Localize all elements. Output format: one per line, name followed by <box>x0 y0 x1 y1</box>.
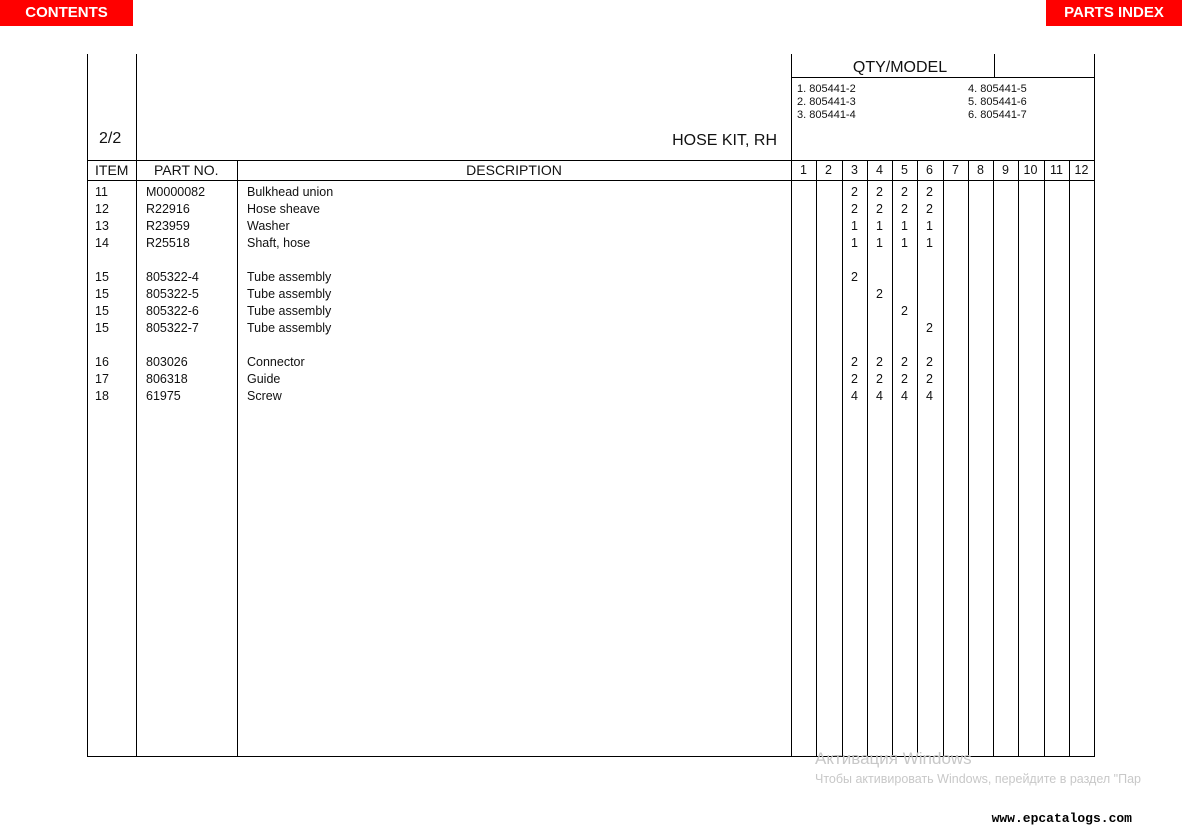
row-qty: 2 <box>901 185 908 199</box>
row-qty: 1 <box>901 219 908 233</box>
qty-col-divider <box>993 160 994 757</box>
qty-col-divider <box>1018 160 1019 757</box>
header-qty-col: 10 <box>1023 163 1038 177</box>
page-title: HOSE KIT, RH <box>672 132 777 149</box>
header-item: ITEM <box>95 162 129 178</box>
row-description: Tube assembly <box>247 287 332 301</box>
row-item-number: 15 <box>95 287 109 301</box>
row-qty: 2 <box>926 202 933 216</box>
row-qty: 1 <box>926 236 933 250</box>
row-qty: 2 <box>901 355 908 369</box>
header-qty-col: 8 <box>977 163 984 177</box>
model-2: 2. 805441-3 <box>797 96 856 108</box>
row-description: Bulkhead union <box>247 185 334 199</box>
row-description: Shaft, hose <box>247 236 311 250</box>
row-description: Hose sheave <box>247 202 320 216</box>
header-qty-col: 7 <box>952 163 959 177</box>
header-qty-col: 6 <box>926 163 933 177</box>
qty-col-divider <box>968 160 969 757</box>
row-qty: 1 <box>876 236 883 250</box>
row-part-number: 806318 <box>146 372 188 386</box>
qty-header-rule <box>791 77 1095 78</box>
row-qty: 2 <box>901 372 908 386</box>
model-3: 3. 805441-4 <box>797 109 856 121</box>
qty-col-divider <box>1069 160 1070 757</box>
row-qty: 1 <box>851 219 858 233</box>
row-qty: 2 <box>876 287 883 301</box>
activation-watermark-text: Чтобы активировать Windows, перейдите в раздел "Пар <box>815 772 1141 786</box>
row-part-number: 805322-5 <box>146 287 199 301</box>
row-item-number: 16 <box>95 355 109 369</box>
row-part-number: 805322-6 <box>146 304 199 318</box>
row-description: Screw <box>247 389 282 403</box>
row-qty: 1 <box>926 219 933 233</box>
parts-index-button[interactable]: PARTS INDEX <box>1046 0 1182 26</box>
row-item-number: 18 <box>95 389 109 403</box>
row-part-number: R22916 <box>146 202 190 216</box>
model-4: 4. 805441-5 <box>968 83 1027 95</box>
qty-model-label: QTY/MODEL <box>852 59 948 76</box>
row-item-number: 17 <box>95 372 109 386</box>
header-qty-col: 5 <box>901 163 908 177</box>
row-qty: 2 <box>851 202 858 216</box>
activation-watermark-title: Активация Windows <box>815 749 972 768</box>
row-part-number: 805322-7 <box>146 321 199 335</box>
row-part-number: 805322-4 <box>146 270 199 284</box>
row-description: Washer <box>247 219 290 233</box>
site-url: www.epcatalogs.com <box>991 811 1132 826</box>
header-part-no: PART NO. <box>154 162 219 178</box>
header-qty-col: 9 <box>1002 163 1009 177</box>
qty-col-divider <box>816 160 817 757</box>
header-qty-col: 11 <box>1050 163 1063 177</box>
row-item-number: 15 <box>95 304 109 318</box>
row-item-number: 13 <box>95 219 109 233</box>
row-part-number: M0000082 <box>146 185 206 199</box>
row-item-number: 14 <box>95 236 109 250</box>
row-part-number: R25518 <box>146 236 190 250</box>
model-6: 6. 805441-7 <box>968 109 1027 121</box>
row-description: Tube assembly <box>247 270 332 284</box>
row-qty: 2 <box>851 355 858 369</box>
header-qty-col: 2 <box>825 163 832 177</box>
row-qty: 4 <box>876 389 883 403</box>
row-description: Tube assembly <box>247 304 332 318</box>
row-qty: 1 <box>901 236 908 250</box>
row-qty: 1 <box>876 219 883 233</box>
qty-col-divider <box>1044 160 1045 757</box>
model-5: 5. 805441-6 <box>968 96 1027 108</box>
row-qty: 2 <box>876 372 883 386</box>
row-qty: 2 <box>851 372 858 386</box>
row-qty: 2 <box>876 355 883 369</box>
row-part-number: R23959 <box>146 219 190 233</box>
header-qty-col: 3 <box>851 163 858 177</box>
row-qty: 2 <box>926 321 933 335</box>
header-description: DESCRIPTION <box>466 162 562 178</box>
row-item-number: 15 <box>95 321 109 335</box>
row-qty: 2 <box>926 355 933 369</box>
header-qty-col: 4 <box>876 163 883 177</box>
row-qty: 2 <box>851 270 858 284</box>
row-item-number: 15 <box>95 270 109 284</box>
row-qty: 2 <box>901 304 908 318</box>
row-item-number: 11 <box>95 185 108 199</box>
row-description: Guide <box>247 372 281 386</box>
header-qty-col: 1 <box>800 163 807 177</box>
row-part-number: 61975 <box>146 389 181 403</box>
row-qty: 4 <box>901 389 908 403</box>
row-description: Connector <box>247 355 305 369</box>
model-1: 1. 805441-2 <box>797 83 856 95</box>
row-qty: 4 <box>851 389 858 403</box>
row-description: Tube assembly <box>247 321 332 335</box>
parts-table <box>87 54 1095 757</box>
row-qty: 4 <box>926 389 933 403</box>
row-qty: 2 <box>926 372 933 386</box>
contents-button[interactable]: CONTENTS <box>0 0 133 26</box>
row-qty: 2 <box>851 185 858 199</box>
qty-col-divider <box>943 160 944 757</box>
row-qty: 1 <box>851 236 858 250</box>
row-part-number: 803026 <box>146 355 188 369</box>
row-qty: 2 <box>901 202 908 216</box>
col-divider-part <box>237 160 238 757</box>
row-qty: 2 <box>876 202 883 216</box>
row-qty: 2 <box>876 185 883 199</box>
page-number: 2/2 <box>99 130 122 147</box>
header-qty-col: 12 <box>1074 163 1089 177</box>
row-qty: 2 <box>926 185 933 199</box>
row-item-number: 12 <box>95 202 109 216</box>
